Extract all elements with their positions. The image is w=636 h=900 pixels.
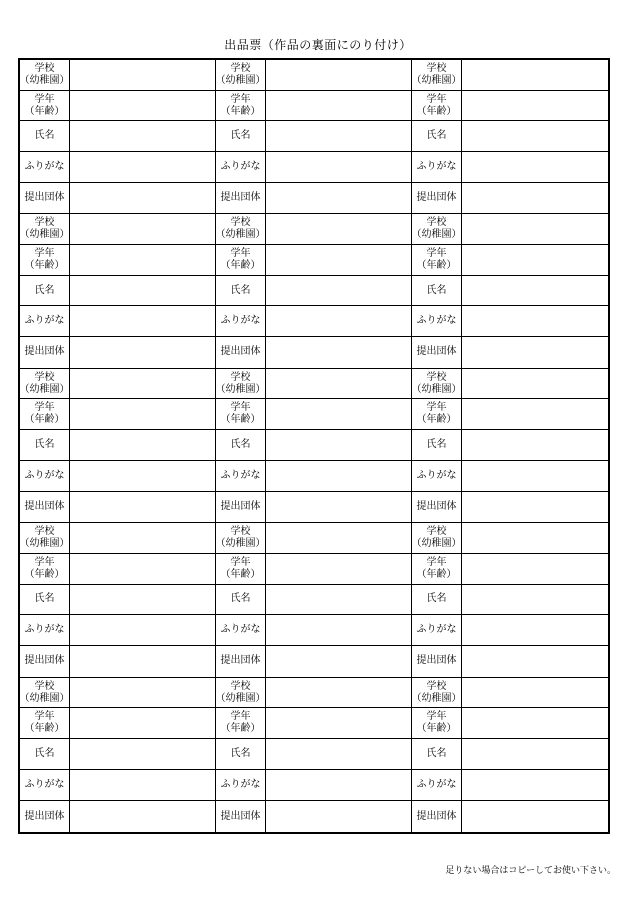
field-label: [216, 306, 266, 337]
field-label-line2: （幼稚園）: [20, 692, 70, 704]
field-value-box[interactable]: [266, 523, 411, 554]
field-value-box[interactable]: [462, 770, 608, 801]
field-label-line1: 氏名: [426, 438, 447, 450]
field-label: [216, 91, 266, 122]
entry-slip: [412, 60, 608, 214]
field-label: [20, 306, 70, 337]
field-label: [216, 801, 266, 832]
field-label-line1: ふりがな: [416, 315, 457, 327]
field-value-box[interactable]: [70, 430, 215, 461]
field-label-line1: 提出団体: [220, 192, 261, 204]
field-label: [412, 554, 462, 585]
field-label: [412, 91, 462, 122]
field-value-box[interactable]: [266, 708, 411, 739]
field-value-box[interactable]: [266, 60, 411, 91]
field-label-line1: 学校: [34, 371, 55, 383]
field-label-line1: 氏名: [230, 130, 251, 142]
field-label: [216, 646, 266, 677]
field-value-box[interactable]: [462, 60, 608, 91]
field-label-line1: 提出団体: [416, 810, 457, 822]
field-label-line1: ふりがな: [220, 160, 261, 172]
field-label: [20, 646, 70, 677]
field-value-box[interactable]: [462, 554, 608, 585]
field-value-box[interactable]: [462, 585, 608, 616]
field-label-line1: 提出団体: [24, 346, 65, 358]
field-label-line1: 学年: [34, 247, 55, 259]
field-value-box[interactable]: [266, 461, 411, 492]
field-value-box[interactable]: [70, 121, 215, 152]
field-label-line1: 学校: [426, 62, 447, 74]
field-label-line2: （年齢）: [416, 723, 457, 735]
page-title: 出品票（作品の裏面にのり付け）: [224, 38, 412, 52]
field-value-box[interactable]: [266, 399, 411, 430]
field-label-line1: 氏名: [426, 748, 447, 760]
field-value-box[interactable]: [462, 121, 608, 152]
entry-slip: [216, 523, 412, 677]
field-value-box[interactable]: [70, 337, 215, 368]
field-value-box[interactable]: [462, 337, 608, 368]
field-label-line1: 学年: [230, 402, 251, 414]
field-value-box[interactable]: [462, 91, 608, 122]
field-value-box[interactable]: [462, 523, 608, 554]
field-value-box[interactable]: [70, 369, 215, 400]
field-label-line1: ふりがな: [24, 160, 65, 172]
field-label: [412, 121, 462, 152]
field-label: [216, 337, 266, 368]
field-value-box[interactable]: [266, 369, 411, 400]
field-label: [216, 770, 266, 801]
field-label-line2: （年齢）: [416, 568, 457, 580]
field-label-line2: （幼稚園）: [20, 74, 70, 86]
field-label: [412, 430, 462, 461]
field-label: [412, 770, 462, 801]
field-label-line1: ふりがな: [24, 624, 65, 636]
field-value-box[interactable]: [462, 646, 608, 677]
field-label: [412, 60, 462, 91]
field-value-box[interactable]: [70, 91, 215, 122]
field-value-box[interactable]: [70, 770, 215, 801]
entry-slip: [412, 678, 608, 832]
field-label: [412, 615, 462, 646]
field-label: [216, 523, 266, 554]
field-label-line1: 学年: [426, 93, 447, 105]
field-label: [20, 678, 70, 709]
field-value-box[interactable]: [70, 306, 215, 337]
entry-slip: [216, 60, 412, 214]
field-value-box[interactable]: [266, 770, 411, 801]
field-label-line1: ふりがな: [416, 469, 457, 481]
field-label-line2: （年齢）: [220, 105, 261, 117]
field-label-line1: 学校: [426, 217, 447, 229]
field-label-line1: 学校: [34, 680, 55, 692]
field-value-box[interactable]: [462, 369, 608, 400]
field-label: [20, 276, 70, 307]
field-label: [20, 554, 70, 585]
field-label-line2: （幼稚園）: [216, 538, 266, 550]
field-label: [412, 801, 462, 832]
field-label: [412, 461, 462, 492]
field-label-line1: 氏名: [34, 438, 55, 450]
field-label-line1: 氏名: [230, 593, 251, 605]
field-value-box[interactable]: [70, 739, 215, 770]
field-label-line2: （年齢）: [220, 723, 261, 735]
field-label-line1: ふりがな: [24, 315, 65, 327]
field-label-line1: ふりがな: [416, 624, 457, 636]
field-label-line1: 学年: [34, 93, 55, 105]
field-label: [412, 276, 462, 307]
field-label-line2: （年齢）: [24, 568, 65, 580]
field-value-box[interactable]: [70, 214, 215, 245]
field-label-line1: 学校: [230, 526, 251, 538]
field-label-line2: （幼稚園）: [412, 692, 462, 704]
field-label: [20, 430, 70, 461]
field-value-box[interactable]: [462, 306, 608, 337]
field-label-line1: 学年: [230, 556, 251, 568]
entry-slip: [20, 369, 216, 523]
field-label: [412, 183, 462, 214]
field-label: [20, 461, 70, 492]
field-label-line1: 学校: [230, 62, 251, 74]
field-value-box[interactable]: [70, 523, 215, 554]
field-label: [412, 585, 462, 616]
field-value-box[interactable]: [266, 492, 411, 523]
field-label: [20, 739, 70, 770]
field-label-line1: 学年: [34, 556, 55, 568]
field-value-box[interactable]: [266, 245, 411, 276]
field-value-box[interactable]: [70, 492, 215, 523]
field-value-box[interactable]: [70, 461, 215, 492]
field-label-line1: ふりがな: [220, 624, 261, 636]
field-label-line1: 学年: [34, 402, 55, 414]
field-label-line1: 学年: [230, 247, 251, 259]
field-value-box[interactable]: [70, 615, 215, 646]
entry-slip: [20, 60, 216, 214]
field-label: [216, 492, 266, 523]
field-label-line1: 提出団体: [416, 655, 457, 667]
field-value-box[interactable]: [266, 801, 411, 832]
field-label: [20, 585, 70, 616]
field-value-box[interactable]: [266, 337, 411, 368]
field-value-box[interactable]: [266, 739, 411, 770]
field-label: [216, 369, 266, 400]
field-value-box[interactable]: [70, 801, 215, 832]
field-value-box[interactable]: [70, 183, 215, 214]
field-label: [20, 337, 70, 368]
field-label: [216, 554, 266, 585]
field-label: [412, 337, 462, 368]
field-label-line2: （年齢）: [220, 414, 261, 426]
field-label: [412, 678, 462, 709]
field-label: [20, 523, 70, 554]
field-label-line1: 氏名: [34, 130, 55, 142]
field-label: [216, 245, 266, 276]
field-label-line2: （年齢）: [24, 414, 65, 426]
field-label-line1: 提出団体: [220, 500, 261, 512]
field-label-line1: 学校: [34, 217, 55, 229]
field-label-line1: 提出団体: [220, 346, 261, 358]
field-label-line1: 学年: [426, 711, 447, 723]
field-value-box[interactable]: [266, 152, 411, 183]
field-label: [412, 739, 462, 770]
field-label-line1: 学校: [426, 371, 447, 383]
field-label-line1: 氏名: [230, 438, 251, 450]
field-value-box[interactable]: [266, 678, 411, 709]
field-label-line1: ふりがな: [220, 469, 261, 481]
field-label-line1: ふりがな: [416, 779, 457, 791]
field-label-line1: 提出団体: [24, 810, 65, 822]
field-label: [20, 121, 70, 152]
field-value-box[interactable]: [462, 615, 608, 646]
field-value-box[interactable]: [462, 399, 608, 430]
footer-note: 足りない場合はコピーしてお使い下さい。: [445, 866, 616, 876]
field-label-line1: 氏名: [426, 284, 447, 296]
field-value-box[interactable]: [70, 399, 215, 430]
field-label: [216, 214, 266, 245]
field-value-box[interactable]: [266, 91, 411, 122]
field-value-box[interactable]: [462, 801, 608, 832]
field-label-line1: 学年: [426, 247, 447, 259]
field-label-line1: 氏名: [230, 748, 251, 760]
field-label: [216, 739, 266, 770]
field-label-line1: 提出団体: [220, 810, 261, 822]
field-label-line1: 提出団体: [416, 192, 457, 204]
field-label-line2: （年齢）: [24, 259, 65, 271]
field-label: [20, 369, 70, 400]
field-label-line1: 提出団体: [24, 500, 65, 512]
field-label: [20, 183, 70, 214]
field-label-line1: 氏名: [34, 284, 55, 296]
field-value-box[interactable]: [462, 245, 608, 276]
field-value-box[interactable]: [266, 276, 411, 307]
field-label: [20, 708, 70, 739]
entry-slip: [216, 369, 412, 523]
field-value-box[interactable]: [70, 245, 215, 276]
entry-slip-sheet: [18, 58, 610, 834]
field-label-line2: （幼稚園）: [216, 229, 266, 241]
field-value-box[interactable]: [70, 276, 215, 307]
field-label: [412, 708, 462, 739]
field-value-box[interactable]: [266, 585, 411, 616]
field-label: [20, 399, 70, 430]
field-label-line2: （年齢）: [416, 259, 457, 271]
field-value-box[interactable]: [70, 152, 215, 183]
field-label-line1: ふりがな: [220, 315, 261, 327]
field-value-box[interactable]: [462, 152, 608, 183]
field-label-line2: （年齢）: [220, 568, 261, 580]
field-label: [412, 492, 462, 523]
entry-slip: [216, 678, 412, 832]
field-value-box[interactable]: [70, 585, 215, 616]
field-value-box[interactable]: [266, 430, 411, 461]
field-label-line1: 学年: [230, 93, 251, 105]
field-value-box[interactable]: [266, 646, 411, 677]
field-label-line2: （幼稚園）: [216, 692, 266, 704]
field-value-box[interactable]: [266, 214, 411, 245]
field-label: [216, 152, 266, 183]
field-value-box[interactable]: [266, 183, 411, 214]
field-label-line1: 学年: [426, 556, 447, 568]
field-value-box[interactable]: [462, 276, 608, 307]
field-label-line1: 提出団体: [416, 500, 457, 512]
field-value-box[interactable]: [266, 554, 411, 585]
field-label: [216, 585, 266, 616]
field-label: [20, 152, 70, 183]
field-label: [216, 399, 266, 430]
field-label-line1: 氏名: [34, 748, 55, 760]
field-label: [412, 399, 462, 430]
field-label: [216, 183, 266, 214]
field-label-line1: ふりがな: [220, 779, 261, 791]
field-label: [20, 214, 70, 245]
field-label: [216, 276, 266, 307]
field-label-line2: （幼稚園）: [412, 74, 462, 86]
field-label: [412, 523, 462, 554]
field-label: [412, 646, 462, 677]
field-label: [412, 245, 462, 276]
entry-slip: [20, 523, 216, 677]
field-value-box[interactable]: [462, 183, 608, 214]
field-label: [20, 60, 70, 91]
field-value-box[interactable]: [462, 214, 608, 245]
field-label: [20, 801, 70, 832]
field-value-box[interactable]: [462, 739, 608, 770]
field-value-box[interactable]: [462, 492, 608, 523]
entry-slip: [20, 214, 216, 368]
field-value-box[interactable]: [70, 646, 215, 677]
field-label: [216, 615, 266, 646]
field-label: [20, 492, 70, 523]
field-value-box[interactable]: [462, 708, 608, 739]
field-label: [20, 615, 70, 646]
field-label: [216, 678, 266, 709]
field-label: [216, 708, 266, 739]
field-label: [412, 369, 462, 400]
field-value-box[interactable]: [462, 430, 608, 461]
field-label-line1: 学年: [230, 711, 251, 723]
field-label-line1: 学年: [426, 402, 447, 414]
entry-slip: [412, 214, 608, 368]
field-label-line2: （幼稚園）: [20, 383, 70, 395]
field-label-line1: 氏名: [34, 593, 55, 605]
entry-slip: [216, 214, 412, 368]
field-label-line1: 学校: [426, 526, 447, 538]
field-label-line2: （幼稚園）: [216, 383, 266, 395]
field-label: [216, 60, 266, 91]
field-label-line1: ふりがな: [24, 469, 65, 481]
field-label: [412, 152, 462, 183]
field-label-line2: （幼稚園）: [412, 229, 462, 241]
field-value-box[interactable]: [266, 121, 411, 152]
field-label-line1: 学校: [230, 217, 251, 229]
field-label-line1: 学年: [34, 711, 55, 723]
field-value-box[interactable]: [462, 678, 608, 709]
field-label-line2: （年齢）: [24, 105, 65, 117]
field-label-line1: 氏名: [426, 593, 447, 605]
field-label: [412, 214, 462, 245]
field-label: [20, 770, 70, 801]
field-value-box[interactable]: [462, 461, 608, 492]
field-label-line2: （年齢）: [220, 259, 261, 271]
field-label: [20, 91, 70, 122]
field-label-line1: 提出団体: [220, 655, 261, 667]
field-label: [20, 245, 70, 276]
field-label-line1: 学校: [34, 526, 55, 538]
field-label-line1: 学校: [426, 680, 447, 692]
field-label-line1: 学校: [230, 371, 251, 383]
field-label-line2: （幼稚園）: [412, 538, 462, 550]
field-value-box[interactable]: [70, 60, 215, 91]
field-label-line1: 氏名: [426, 130, 447, 142]
field-label-line1: 学校: [230, 680, 251, 692]
field-label-line2: （年齢）: [416, 414, 457, 426]
field-label-line1: 氏名: [230, 284, 251, 296]
field-label: [216, 121, 266, 152]
entry-slip: [412, 369, 608, 523]
field-label: [216, 461, 266, 492]
field-label-line2: （年齢）: [416, 105, 457, 117]
field-label-line2: （幼稚園）: [20, 538, 70, 550]
field-label-line1: 学校: [34, 62, 55, 74]
field-value-box[interactable]: [70, 708, 215, 739]
field-value-box[interactable]: [266, 306, 411, 337]
field-label: [216, 430, 266, 461]
field-label-line1: 提出団体: [416, 346, 457, 358]
field-value-box[interactable]: [70, 554, 215, 585]
field-label-line1: 提出団体: [24, 192, 65, 204]
field-label-line1: 提出団体: [24, 655, 65, 667]
field-label: [412, 306, 462, 337]
field-label-line2: （幼稚園）: [20, 229, 70, 241]
field-label-line2: （幼稚園）: [412, 383, 462, 395]
field-value-box[interactable]: [266, 615, 411, 646]
field-label-line1: ふりがな: [416, 160, 457, 172]
field-value-box[interactable]: [70, 678, 215, 709]
entry-slip: [20, 678, 216, 832]
field-label-line1: ふりがな: [24, 779, 65, 791]
field-label-line2: （幼稚園）: [216, 74, 266, 86]
field-label-line2: （年齢）: [24, 723, 65, 735]
entry-slip: [412, 523, 608, 677]
